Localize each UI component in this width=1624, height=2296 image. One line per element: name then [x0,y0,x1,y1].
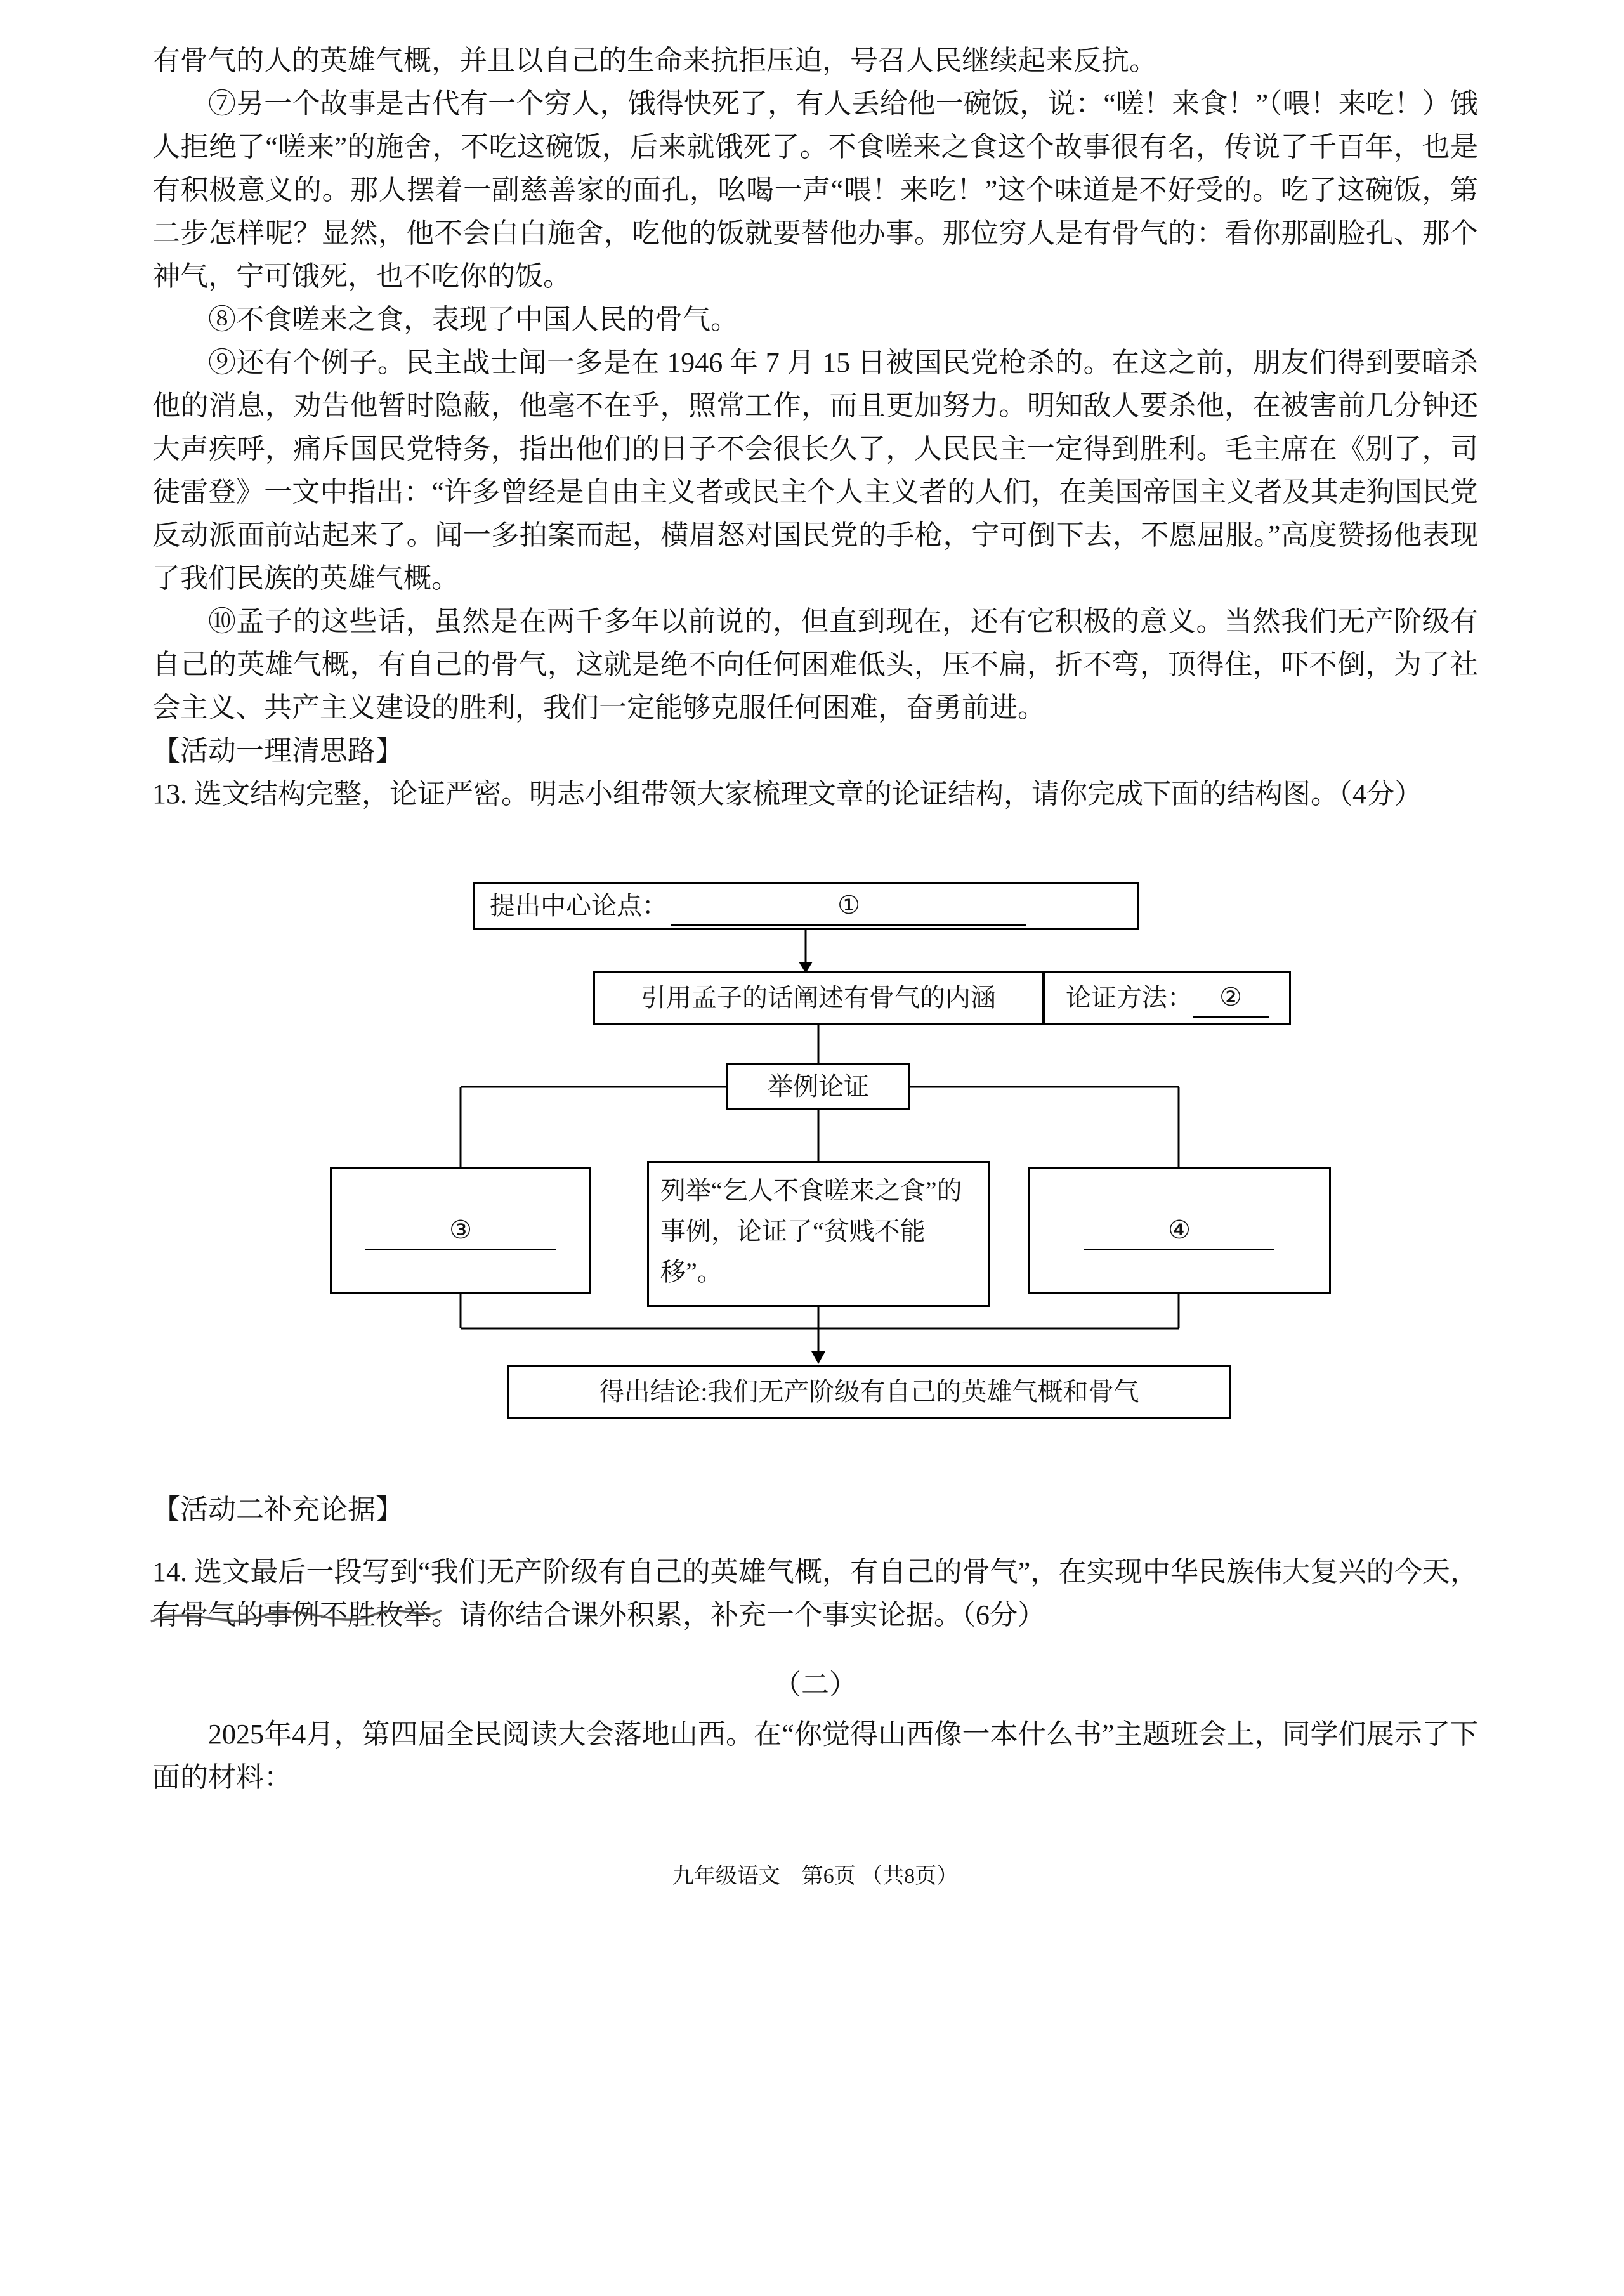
paragraph-9: ⑨还有个例子。民主战士闻一多是在 1946 年 7 月 15 日被国民党枪杀的。在这之前，朋友们得到要暗杀他的消息，劝告他暂时隐蔽，他毫不在乎，照常工作，而且更加努力。明知敌人要杀他，在被害前几分钟还大声疾呼，痛斥国民党特务，指出他们的日子不会很长久了，人民民主一定得到胜利。毛主席在《别了，司徒雷登》一文中指出：“许多曾经是自由主义者或民主个人主义者的人们，在美国帝国主义者及其走狗国民党反动派面前站起来了。闻一多拍案而起，横眉怒对国民党的手枪，宁可倒下去，不愿屈服。”高度赞扬他表现了我们民族的英雄气概。 [152,347,1478,594]
paragraph-10: ⑩孟子的这些话，虽然是在两千多年以前说的，但直到现在，还有它积极的意义。当然我们无产阶级有自己的英雄气概，有自己的骨气，这就是绝不向任何困难低头，压不扁，折不弯，顶得住，吓不倒，为了社会主义、共产主义建设的胜利，我们一定能够克服任何困难，奋勇前进。 [152,606,1478,723]
flowchart-example-type-box [726,1063,910,1110]
flowchart-blank4-box [1028,1167,1331,1294]
question-14: 14. 选文最后一段写到“我们无产阶级有自己的英雄气概，有自己的骨气”，在实现中华民族伟大复兴的今天，有骨气的事例不胜枚举。请你结合课外积累，补充一个事实论据。（6分） [152,1556,1478,1630]
flowchart-thesis-box [473,882,1139,930]
argument-structure-flowchart [152,869,1478,1427]
method-label: 论证方法： [1066,983,1193,1012]
center-example-text: 列举“乞人不食嗟来之食”的事例，论证了“贫贱不能移”。 [660,1176,962,1286]
flowchart-blank3-box [330,1167,591,1294]
paragraph-7: ⑦另一个故事是古代有一个穷人，饿得快死了，有人丢给他一碗饭，说：“嗟！来食！”（喂！来吃！）饿人拒绝了“嗟来”的施舍，不吃这碗饭，后来就饿死了。不食嗟来之食这个故事很有名，传说了千百年，也是有积极意义的。那人摆着一副慈善家的面孔，吆喝一声“喂！来吃！”这个味道是不好受的。吃了这碗饭，第二步怎样呢？显然，他不会白白施舍，吃他的饭就要替他办事。那位穷人是有骨气的：看你那副脸孔、那个神气，宁可饿死，也不吃你的饭。 [152,88,1478,292]
flowchart-center-example-box [647,1161,990,1307]
activity2-heading: 【活动二补充论据】 [152,1494,403,1525]
section2-heading: （二） [773,1669,857,1700]
paragraph-8: ⑧不食嗟来之食，表现了中国人民的骨气。 [208,304,738,335]
answer-blank-1: ① [671,887,1026,926]
flowchart-conclusion-box [508,1365,1231,1419]
paragraph-intro: 有骨气的人的英雄气概，并且以自己的生命来抗拒压迫，号召人民继续起来反抗。 [152,45,1157,76]
example-type-label: 举例论证 [768,1072,869,1101]
answer-blank-4: ④ [1084,1212,1274,1250]
activity1-heading: 【活动一理清思路】 [152,735,403,766]
flowchart-mengzi-box [593,971,1044,1025]
thesis-label: 提出中心论点： [490,891,667,920]
flowchart-method-box [1044,971,1291,1025]
mengzi-label: 引用孟子的话阐述有骨气的内涵 [641,983,996,1012]
conclusion-label: 得出结论:我们无产阶级有自己的英雄气概和骨气 [599,1377,1139,1406]
flowchart-connector-lines [152,869,1478,1427]
page-footer: 九年级语文 第6页 （共8页） [672,1865,959,1888]
answer-blank-3: ③ [365,1212,556,1250]
question-14-wrap [152,1551,1478,1637]
paragraph-section2: 2025年4月，第四届全民阅读大会落地山西。在“你觉得山西像一本什么书”主题班会上，同学们展示了下面的材料： [152,1719,1478,1793]
answer-blank-2: ② [1193,979,1269,1018]
question-13: 13. 选文结构完整，论证严密。明志小组带领大家梳理文章的论证结构，请你完成下面的结构图。（4分） [152,778,1422,810]
